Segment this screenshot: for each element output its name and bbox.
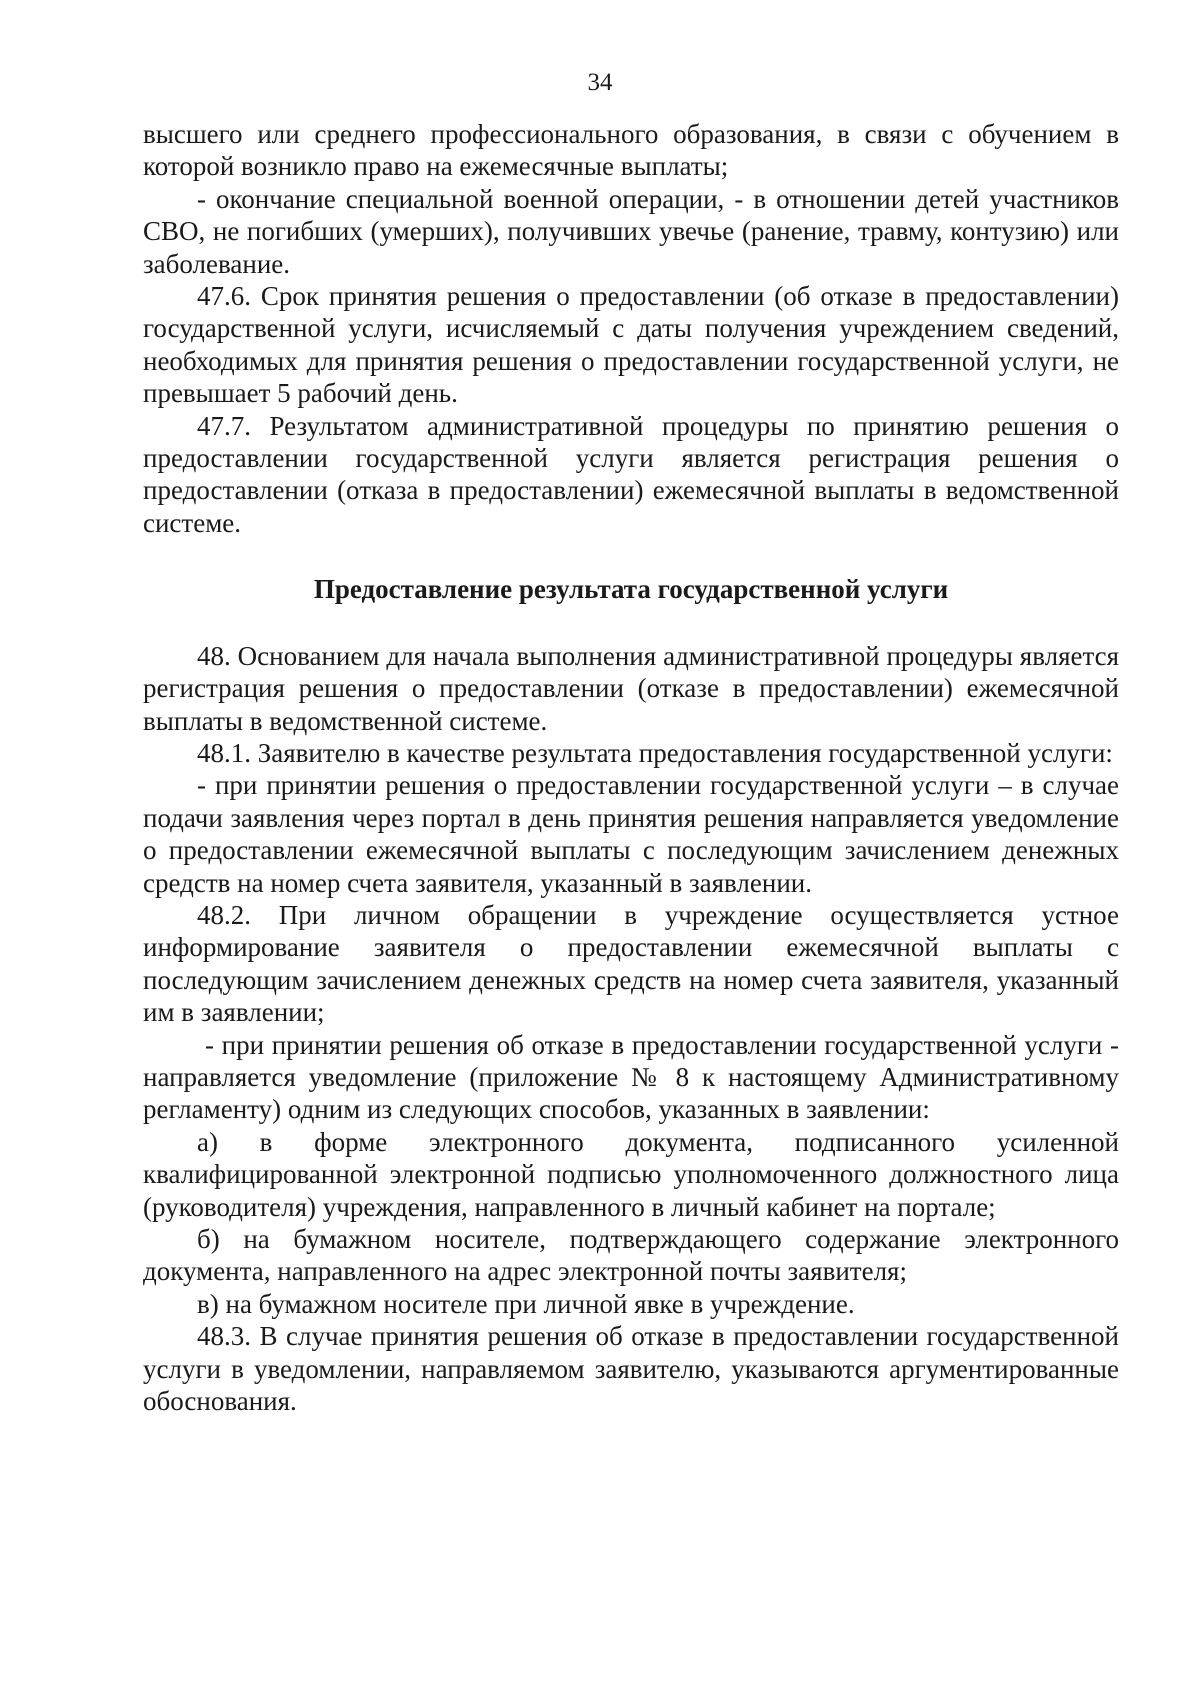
list-item-a: а) в форме электронного документа, подписанного усиленной квалифицированной электронной подписью уполномоченного должностного лица (руководителя) учреждения, направленного в личный кабинет на портале;	[143, 1126, 1119, 1222]
list-item-v: в) на бумажном носителе при личной явке в учреждение.	[197, 1288, 855, 1319]
paragraph-continuation: высшего или среднего профессионального образования, в связи с обучением в которой возникло право на ежемесячные выплаты;	[143, 119, 1119, 182]
paragraph-svo-end: - окончание специальной военной операции, - в отношении детей участников СВО, не погибших (умерших), получивших увечье (ранение, травму, контузию) или заболевание.	[143, 183, 1119, 279]
paragraph-48-1: 48.1. Заявителю в качестве результата предоставления государственной услуги:	[197, 737, 1113, 768]
paragraph-47-7: 47.7. Результатом административной процедуры по принятию решения о предоставлении государственной услуги является регистрация решения о предоставлении (отказа в предоставлении) ежемесячной выплаты в ведомственной системе.	[143, 410, 1119, 538]
document-body	[143, 118, 1119, 1417]
list-item-b: б) на бумажном носителе, подтверждающего содержание электронного документа, направленного на адрес электронной почты заявителя;	[143, 1224, 1119, 1287]
page-number: 34	[587, 69, 613, 96]
paragraph-refusal-notice: - при принятии решения об отказе в предоставлении государственной услуги - направляется уведомление (приложение № 8 к настоящему Административному регламенту) одним из следующих способов, указанных в заявлении:	[143, 1029, 1119, 1125]
paragraph-47-6: 47.6. Срок принятия решения о предоставлении (об отказе в предоставлении) государственной услуги, исчисляемый с даты получения учреждением сведений, необходимых для принятия решения о предоставлении государственной услуги, не превышает 5 рабочий день.	[143, 281, 1119, 409]
paragraph-48-3: 48.3. В случае принятия решения об отказе в предоставлении государственной услуги в уведомлении, направляемом заявителю, указываются аргументированные обоснования.	[143, 1321, 1119, 1417]
section-heading: Предоставление результата государственной услуги	[313, 574, 949, 605]
paragraph-48-2: 48.2. При личном обращении в учреждение осуществляется устное информирование заявителя о предоставлении ежемесячной выплаты с последующим зачислением денежных средств на номер счета заявителя, указанный им в заявлении;	[143, 899, 1119, 1028]
paragraph-approval-notice: - при принятии решения о предоставлении государственной услуги – в случае подачи заявления через портал в день принятия решения направляется уведомление о предоставлении ежемесячной выплаты с последующим зачислением денежных средств на номер счета заявителя, указанный в заявлении.	[143, 770, 1119, 898]
paragraph-48: 48. Основанием для начала выполнения административной процедуры является регистрация решения о предоставлении (отказе в предоставлении) ежемесячной выплаты в ведомственной системе.	[143, 640, 1119, 736]
